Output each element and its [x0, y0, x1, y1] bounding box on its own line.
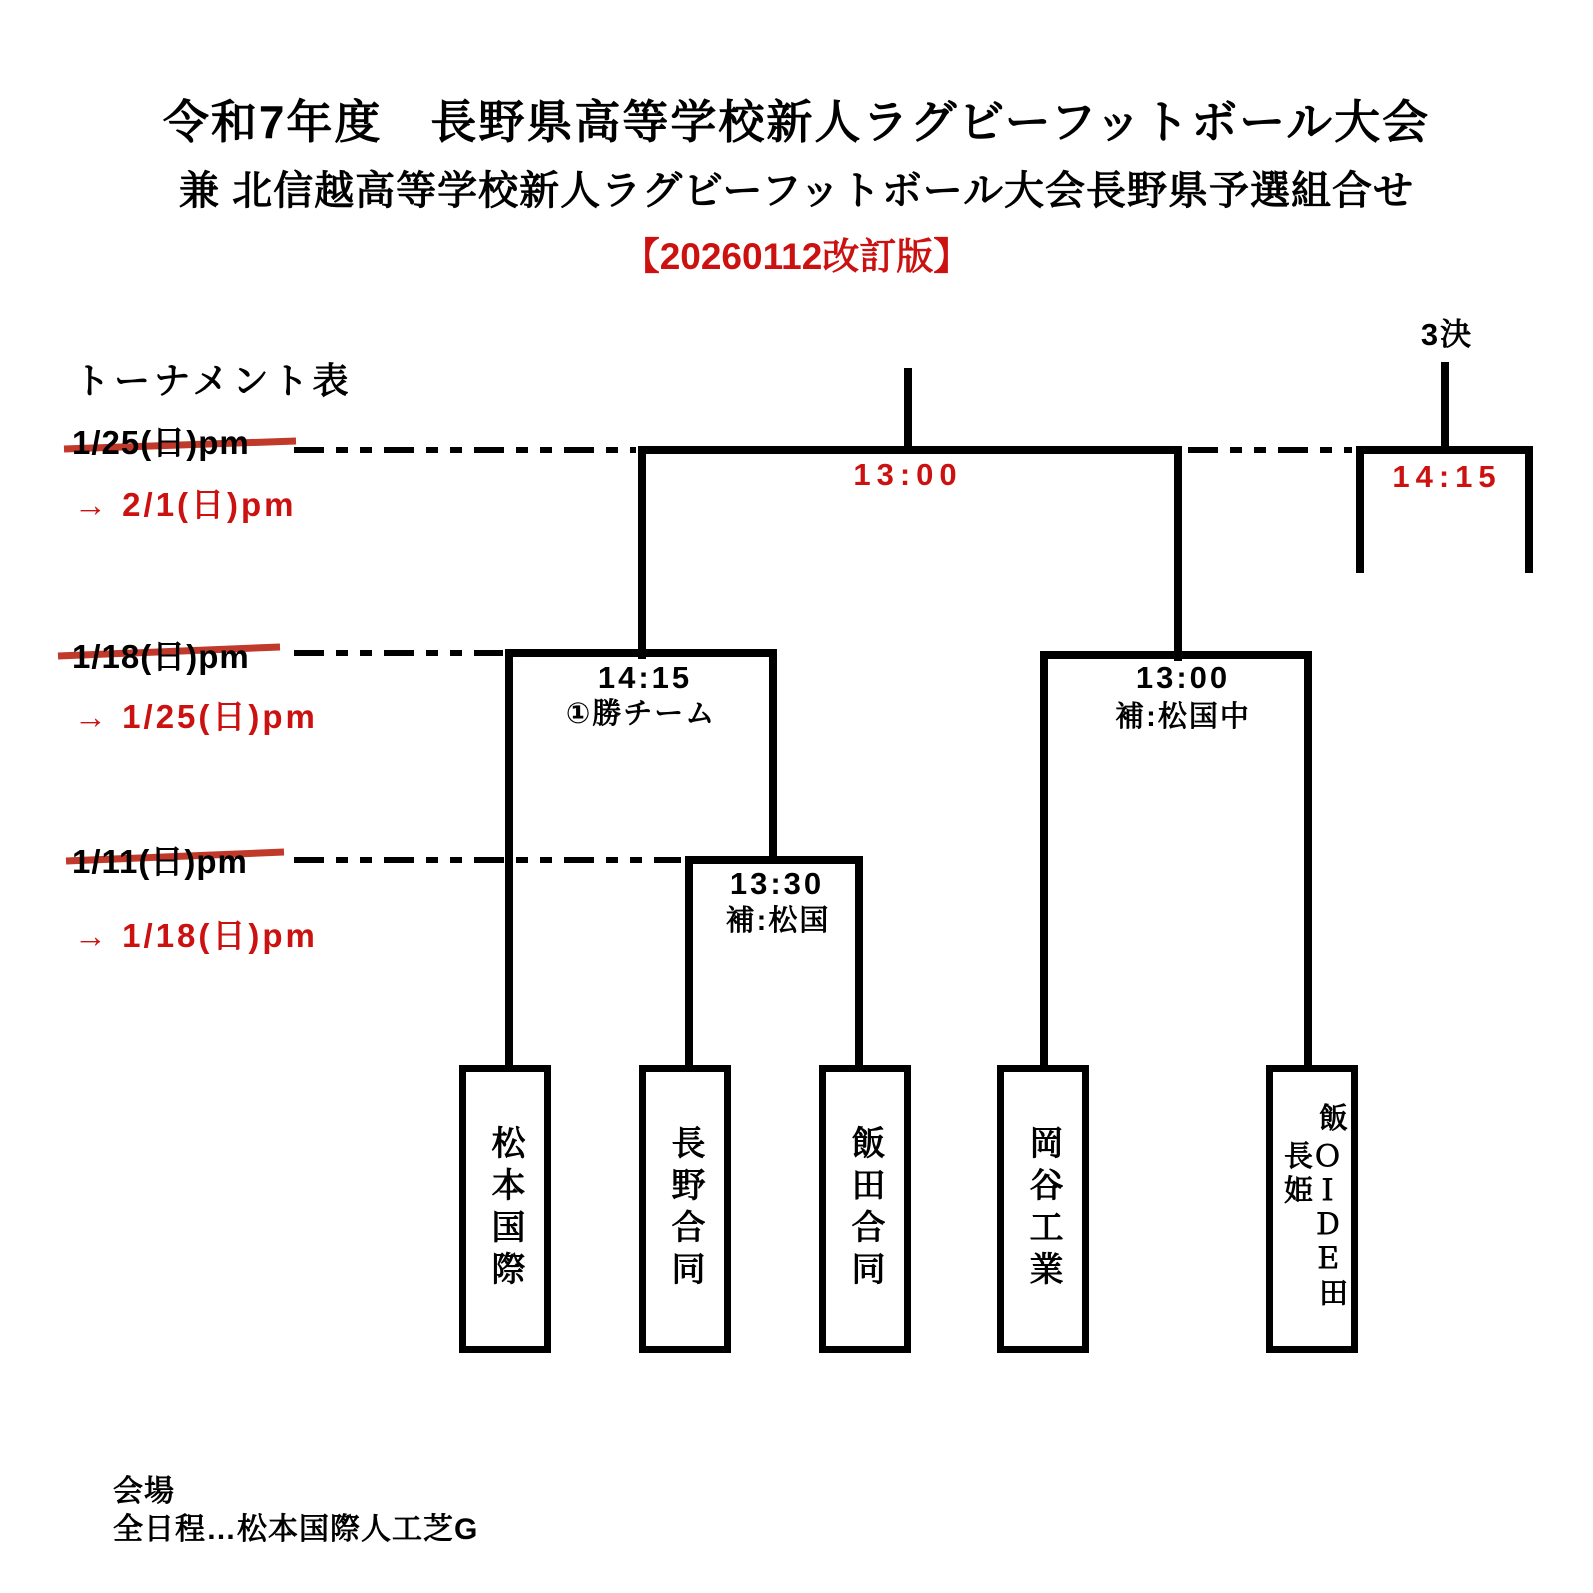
semifinal-left-note: ①勝チーム: [565, 698, 717, 730]
team-box-okaya-kogyo: [997, 1065, 1089, 1353]
date-old-round3: 1/25(日)pm: [72, 424, 250, 461]
first-round-note: 補:松国: [725, 905, 831, 937]
date-new-round1: → 1/18(日)pm: [74, 917, 318, 954]
team-name: 松本国際: [486, 1125, 524, 1293]
bracket-heading: トーナメント表: [74, 360, 353, 401]
date-new-round3: → 2/1(日)pm: [74, 486, 297, 523]
revision-note: 【20260112改訂版】: [622, 236, 971, 277]
semifinal-right-note: 補:松国中: [1115, 701, 1251, 733]
team-box-nagano-godo: [639, 1065, 731, 1353]
team-box-iida-godo: [819, 1065, 911, 1353]
venue-detail: 全日程…松本国際人工芝G: [113, 1513, 479, 1546]
venue-heading: 会場: [113, 1475, 175, 1508]
semifinal-left-time: 14:15: [597, 660, 693, 695]
semifinal-right-time: 13:00: [1135, 660, 1231, 695]
page-subtitle: 兼 北信越高等学校新人ラグビーフットボール大会長野県予選組合せ: [179, 169, 1414, 213]
team-box-iida-oide-nagahime: [1266, 1065, 1358, 1353]
team-name: 岡谷工業: [1024, 1125, 1062, 1293]
date-new-round2: → 1/25(日)pm: [74, 698, 318, 735]
team-box-matsumoto-kokusai: [459, 1065, 551, 1353]
date-old-round2: 1/18(日)pm: [72, 638, 250, 675]
final-match-time: 13:00: [853, 457, 963, 492]
team-name-part-right-bottom: 田: [1319, 1278, 1349, 1310]
third-place-time: 14:15: [1392, 459, 1502, 494]
page-title: 令和7年度 長野県高等学校新人ラグビーフットボール大会: [162, 96, 1431, 148]
team-name-part-main: ＯＩＤＥ長姫: [1280, 1140, 1341, 1277]
team-name: 長野合同: [666, 1125, 704, 1293]
team-name-part-right-top: 飯: [1319, 1103, 1349, 1135]
first-round-time: 13:30: [729, 866, 825, 901]
date-old-round1: 1/11(日)pm: [72, 843, 248, 880]
team-name: 飯田合同: [846, 1125, 884, 1293]
third-place-label: 3決: [1420, 317, 1474, 352]
